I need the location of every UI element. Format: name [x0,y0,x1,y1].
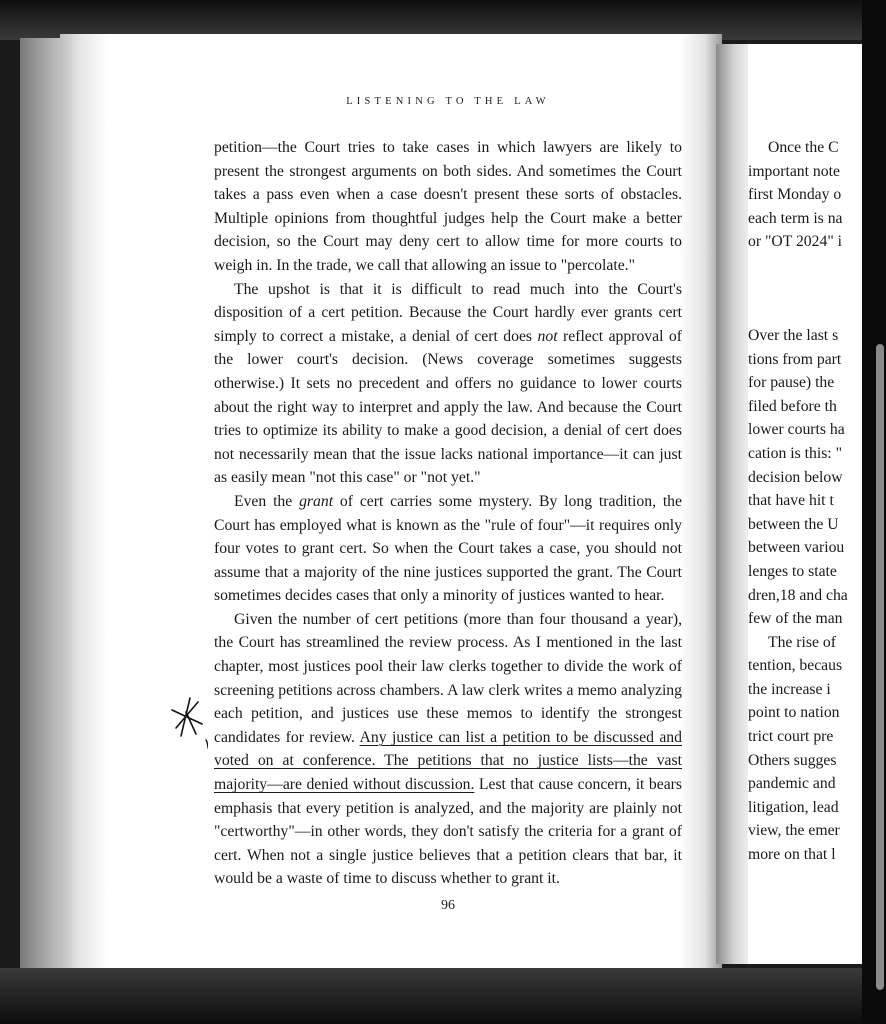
right-page-line: lower courts ha [748,421,845,439]
scrollbar[interactable] [876,344,884,990]
right-page-line: cation is this: " [748,444,842,462]
right-page-line: point to nation [748,704,840,722]
right-page-line: The rise of [768,633,836,651]
right-page-line: lenges to state [748,562,837,580]
right-page-line: Once the C [768,139,839,156]
right-page-line: the increase i [748,680,831,698]
right-page-line: few of the man [748,610,843,628]
right-page-line: litigation, lead [748,798,839,816]
handwritten-asterisk-icon [168,690,208,760]
right-page-line: between the U [748,515,839,533]
section-gap [748,254,863,324]
right-page-line: decision below [748,468,843,486]
running-header: LISTENING TO THE LAW [346,96,550,107]
right-page-line: dren,18 and cha [748,586,848,604]
right-page-line: important note [748,162,840,180]
right-page-line: tention, becaus [748,657,843,675]
right-page-line: first Monday o [748,186,842,204]
paragraph-3: Even the grant of cert carries some mystery. By long tradition, the Court has employed what is known as the "rule of four"—it requires only four votes to grant cert. So when the Court takes a case, you should not assume that a majority of the nine justices supported the grant. The Court sometimes decides cases that only a minority of justices wanted to hear. [214,492,682,605]
right-page-line: that have hit t [748,492,834,510]
book-gutter [716,44,750,964]
right-page-line: view, the emer [748,822,840,840]
right-page-line: for pause) the [748,374,835,392]
right-page-line: tions from part [748,350,842,368]
emphasis-not: not [537,327,558,345]
paragraph-4: Given the number of cert petitions (more than four thousand a year), the Court has streamlined the review process. As I mentioned in the last chapter, most justices pool their law clerks together to divide the work of screening petitions across chambers. A law clerk writes a memo analyzing each petition, and justices use these memos to identify the strongest candidates for review. Any justice can list a petition to be discussed and voted on at conference. The petitions that no justice lists—the vast majority—are denied without discussion. Lest that cause concern, it bears emphasis that every petition is analyzed, and the majority are plainly not "certworthy"—in other words, they don't satisfy the criteria for a grant of cert. When not a single justice believes that a petition clears that bar, it would be a waste of time to discuss whether to grant it. [214,610,682,888]
right-page-line: pandemic and [748,775,836,793]
right-page-line: each term is na [748,209,843,227]
right-page [748,44,863,964]
underlined-passage: Any justice can list a petition to be discussed and voted on at conference. The petitions that no justice lists—the vast majority—are denied without discussion. [214,728,682,794]
right-page-body [748,136,863,867]
page-number: 96 [441,898,455,913]
right-page-line: Others sugges [748,751,837,769]
paragraph-1: petition—the Court tries to take cases in which lawyers are likely to present the strongest arguments on both sides. And sometimes the Court takes a pass even when a case doesn't present these sorts of obstacles. Multiple opinions from thoughtful judges help the Court make a better decision, so the Court may deny cert to allow time for more courts to weigh in. In the trade, we call that allowing an issue to "percolate." [214,139,682,274]
scanner-bottom-shadow [0,968,886,1024]
emphasis-grant: grant [299,492,334,510]
right-page-line: Over the last s [748,326,839,344]
right-page-line: trict court pre [748,728,834,746]
right-page-line: more on that l [748,846,836,864]
left-page-body [214,136,682,891]
right-page-line: or "OT 2024" i [748,233,843,251]
paragraph-2: The upshot is that it is difficult to read much into the Court's disposition of a cert petition. Because the Court hardly ever grants cert simply to correct a mistake, a denial of cert does not reflect approval of the lower court's decision. (News coverage sometimes suggests otherwise.) It sets no precedent and offers no guidance to lower courts about the right way to interpret and apply the law. And because the Court tries to optimize its ability to make a good decision, a denial of cert does not necessarily mean that the issue lacks national importance—it can just as easily mean "not this case" or "not yet." [214,280,682,487]
right-page-line: between variou [748,539,845,557]
right-page-line: filed before th [748,397,837,415]
